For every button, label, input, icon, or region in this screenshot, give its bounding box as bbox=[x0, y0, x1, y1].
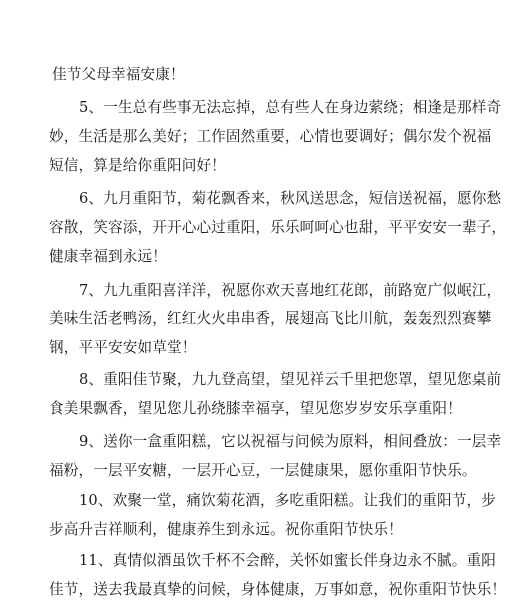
text-line: 妙，生活是那么美好；工作固然重要，心情也要调好；偶尔发个祝福 bbox=[49, 128, 492, 145]
text-line: 健康幸福到永远！ bbox=[49, 248, 167, 265]
text-line: 步高升吉祥顺利，健康养生到永远。祝你重阳节快乐！ bbox=[49, 521, 403, 538]
text-line: 5、一生总有些事无法忘掉，总有些人在身边萦绕；相逢是那样奇 bbox=[79, 99, 502, 116]
text-line: 8、重阳佳节聚，九九登高望，望见祥云千里把您罩，望见您桌前 bbox=[79, 371, 502, 388]
text-line: 美味生活老鸭汤，红红火火串串香，展翅高飞比川航，轰轰烈烈赛攀 bbox=[49, 310, 492, 327]
text-line: 6、九月重阳节，菊花飘香来，秋风送思念，短信送祝福，愿你愁 bbox=[79, 190, 502, 207]
text-line: 钢，平平安安如草堂！ bbox=[49, 339, 197, 356]
text-line: 11、真情似酒虽饮千杯不会醉，关怀如蜜长伴身边永不腻。重阳 bbox=[79, 552, 496, 569]
text-line: 佳节，送去我最真挚的问候，身体健康，万事如意，祝你重阳节快乐！ bbox=[49, 581, 506, 598]
text-line: 10、欢聚一堂，痛饮菊花酒，多吃重阳糕。让我们的重阳节，步 bbox=[79, 492, 496, 509]
text-line: 9、送你一盒重阳糕，它以祝福与问候为原料，相间叠放：一层幸 bbox=[79, 433, 502, 450]
text-line: 佳节父母幸福安康！ bbox=[52, 66, 185, 83]
text-line: 7、九九重阳喜洋洋，祝愿你欢天喜地红花郎，前路宽广似岷江， bbox=[79, 282, 502, 299]
text-line: 容散，笑容添，开开心心过重阳，乐乐呵呵心也甜，平平安安一辈子， bbox=[49, 219, 506, 236]
text-line: 短信，算是给你重阳问好！ bbox=[49, 157, 226, 174]
text-line: 福粉，一层平安糖，一层开心豆，一层健康果，愿你重阳节快乐。 bbox=[49, 462, 477, 479]
text-line: 食美果飘香，望见您儿孙绕膝幸福享，望见您岁岁安乐享重阳！ bbox=[49, 400, 462, 417]
